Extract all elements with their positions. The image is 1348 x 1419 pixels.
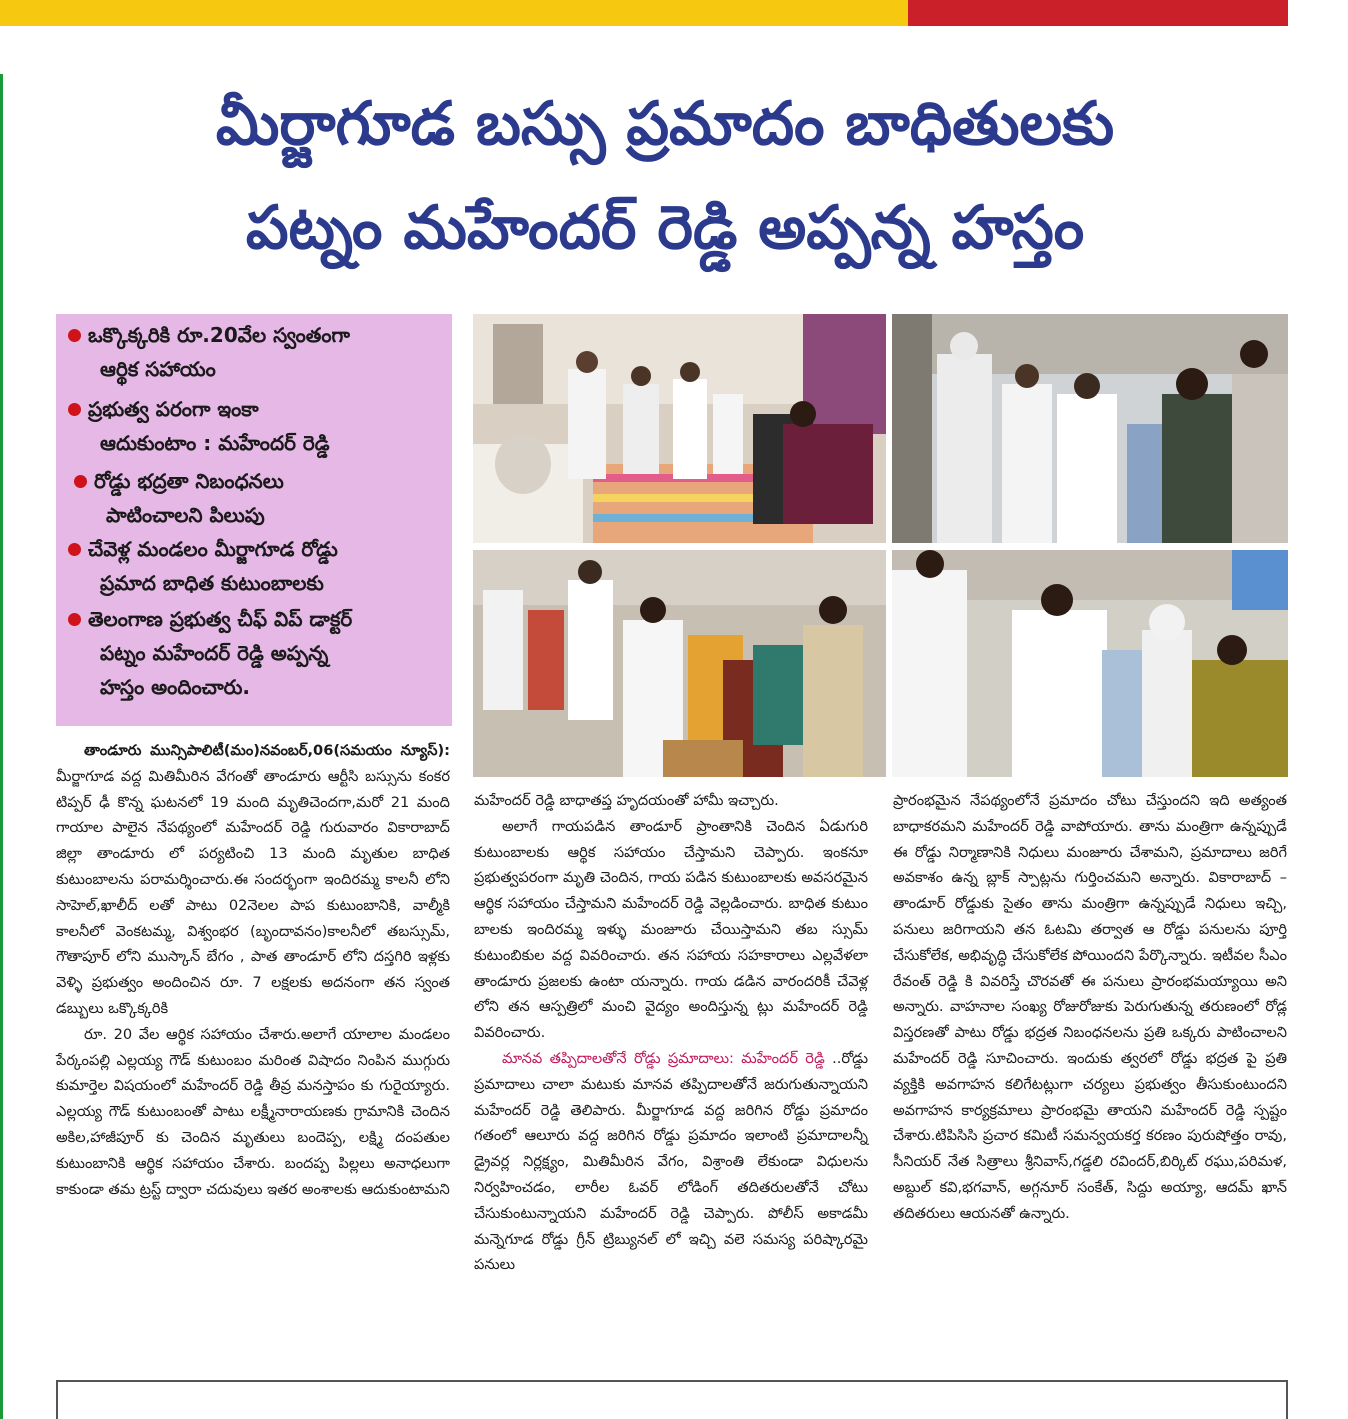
highlight-line: చేవెళ్ల మండలం మీర్జాగూడ రోడ్డు [88,537,338,561]
article-paragraph: అలాగే గాయపడిన తాండూర్ ప్రాంతానికి చెందిన ఏడుగురి కుటుంబాలకు ఆర్థిక సహాయం చేస్తామని చెప్పారు. ఇంకనూ ప్రభుత్వపరంగా మృతి చెందిన, గాయ పడిన కుటుంబాలకు అవసరమైన ఆర్థిక సహాయం చేస్తామని మహేందర్ రెడ్డి వెల్లడించారు. బాధిత కుటుం బాలకు ఇందిరమ్మ ఇళ్ళు మంజూరు చేయిస్తామని తబ స్సుమ్ కుటుంబికుల వద్ద వివరించారు. తన సహాయ సహకారాలు ఎల్లవేళలా తాండూరు ప్రజలకు ఉంటా యన్నారు. గాయ డడిన వారందరికీ చేవెళ్ల లోని తన ఆస్పత్రిలో మంచి వైద్యం అందిస్తున్న ట్లు మహేందర్ రెడ్డి వివరించారు. [474,817,868,1042]
highlight-item [68,602,448,704]
photo-handing-over-aid [892,314,1288,543]
bullet-dot-icon [68,403,81,416]
highlight-line: పట్నం మహేందర్ రెడ్డి అప్పన్న [100,641,329,665]
highlight-line: ప్రమాద బాధిత కుటుంబాలకు [100,571,324,595]
article-text: మీర్జాగూడ వద్ద మితిమీరిన వేగంతో తాండూరు ఆర్టీసి బస్సును కంకర టిప్పర్ ఢీ కొన్న ఘటనలో 19 మంది మృతిచెందగా,మరో 21 మంది గాయాల పాలైన నేపథ్యంలో మహేందర్ రెడ్డి గురువారం వికారాబాద్ జిల్లా తాండూరు లో పర్యటించి 13 మంది మృతుల బాధిత కుటుంబాలను పరామర్శించారు.ఈ సందర్భంగా ఇందిరమ్మ కాలనీ లోని సాహెల్,ఖాలీద్ లతో పాటు 02నెలల పాప కుటుంబానికి, వాల్మీకి కాలనీలో వెంకటమ్మ, విశ్వంభర (బృందావనం)కాలనీలో తబస్సుమ్, గౌతాపూర్ లోని ముస్కాన్ బేగం , పాత తాండూర్ లోని దస్తగిరి ఇళ్లకు వెళ్ళి ప్రభుత్వం అందించిన రూ. 7 లక్షలకు అదనంగా తన స్వంత డబ్బులు ఒక్కొక్కరికి [56,767,450,1017]
article-column-3 [893,788,1287,1227]
highlight-line: తెలంగాణ ప్రభుత్వ చీఫ్ విప్ డాక్టర్ [88,607,353,631]
highlight-line: ప్రభుత్వ పరంగా ఇంకా [88,397,259,421]
page-edge-rule [0,74,3,1419]
article-subheading: మానవ తప్పిదాలతోనే రోడ్డు ప్రమాదాలు: మహేందర్ రెడ్డి [502,1049,825,1067]
article-paragraph: రూ. 20 వేల ఆర్థిక సహాయం చేశారు.అలాగే యాలాల మండలం పేర్కంపల్లి ఎల్లయ్య గౌడ్ కుటుంబం మరింత విషాదం నింపిన ముగ్గురు కుమార్తెల విషయంలో మహేందర్ రెడ్డి తీవ్ర మనస్తాపం కు గురైయ్యారు. ఎల్లయ్య గౌడ్ కుటుంబంతో పాటు లక్ష్మీనారాయణకు గ్రామానికి చెందిన అకిల,హాజీపూర్ కు చెందిన మృతులు బందెప్ప, లక్ష్మి దంపతుల కుటుంబానికి ఆర్థిక సహాయం చేశారు. బందప్ప పిల్లలు అనాధలుగా కాకుండా తమ ట్రస్ట్ ద్వారా చదువులు ఇతర అంశాలకు ఆదుకుంటామని [56,1025,450,1198]
article-dateline: తాండూరు మున్సిపాలిటీ(మం)నవంబర్,06(సమయం న్యూస్): [84,742,450,759]
bullet-dot-icon [68,329,81,342]
headline-line-1: మీర్జాగూడ బస్సు ప్రమాదం బాధితులకు [215,89,1115,159]
highlight-line: పాటించాలని పిలుపు [106,503,265,527]
bullet-dot-icon [68,613,81,626]
headline-line-2: పట్నం మహేందర్ రెడ్డి అప్పన్న హస్తం [245,193,1085,263]
article-paragraph: మహేందర్ రెడ్డి బాధాతప్త హృదయంతో హామీ ఇచ్చారు. [474,792,779,809]
article-paragraph: ప్రారంభమైన నేపథ్యంలోనే ప్రమాదం చోటు చేస్తుందని ఇది అత్యంత బాధాకరమని మహేందర్ రెడ్డి వాపోయారు. తాను మంత్రిగా ఉన్నప్పుడే ఈ రోడ్డు నిర్మాణానికి నిధులు మంజూరు చేశామని, ప్రమాదాలు జరిగే అవకాశం ఉన్న బ్లాక్ స్పాట్లను గుర్తించమని అన్నారు. వికారాబాద్ – తాండూర్ రోడ్డుకు సైతం తాను మంత్రిగా ఉన్నప్పుడే నిధులు ఇచ్చి, పనులు జరిగాయని తన ఓటమి తర్వాత ఆ రోడ్డు పనులను పూర్తి చేసుకోలేక, అభివృద్ధి చేసుకోలేక పోయిందని పేర్కొన్నారు. ఇటీవల సీఎం రేవంత్ రెడ్డి కి వివరిస్తే చొరవతో ఈ పనులు ప్రారంభమయ్యాయి అని అన్నారు. వాహనాల సంఖ్య రోజురోజుకు పెరుగుతున్న తరుణంలో రోడ్ల విస్తరణతో పాటు రోడ్డు భద్రత నిబంధనలను ప్రతి ఒక్కరు పాటించాలని మహేందర్ రెడ్డి సూచించారు. ఇందుకు త్వరలో రోడ్డు భద్రత పై ప్రతి వ్యక్తికి అవగాహన కలిగేటట్లుగా చర్యలు ప్రభుత్వం తీసుకుంటుందని అవగాహన కార్యక్రమాలు ప్రారంభమై తాయని మహేందర్ రెడ్డి స్పష్టం చేశారు.టిపిసిసి ప్రచార కమిటీ సమన్వయకర్త కరణం పురుషోత్తం రావు, సీనియర్ నేత సిత్రాలు శ్రీనివాస్,గడ్డలి రవిందర్,బిర్కిట్ రఘు,పరిమళ, అబ్దుల్ కవి,భగవాన్, అగ్గనూర్ సంకేత్, సిద్దు అయ్యా, ఆదమ్ ఖాన్ తదితరులు ఆయనతో ఉన్నారు. [893,792,1287,1222]
article-paragraph [474,1046,868,1278]
photo-gathering-room [473,314,886,543]
article-column-2 [474,788,868,1278]
photo-consoling-victim [892,550,1288,777]
highlight-line: ఆదుకుంటాం : మహేందర్ రెడ్డి [100,431,330,455]
highlight-item [68,532,448,600]
highlight-line: ఆర్థిక సహాయం [100,357,216,381]
highlights-box [56,314,452,726]
masthead-band-red [908,0,1288,26]
highlight-line: ఒక్కొక్కరికి రూ.20వేల స్వంతంగా [88,323,350,347]
highlight-item [74,464,454,532]
article-paragraph [56,738,450,1022]
highlight-item [68,318,448,386]
photo-meeting-family [473,550,886,777]
highlight-item [68,392,448,460]
highlight-line: రోడ్డు భద్రతా నిబంధనలు [94,469,284,493]
next-article-box-cropped [56,1380,1288,1419]
bullet-dot-icon [74,475,87,488]
article-text: ..రోడ్డు ప్రమాదాలు చాలా మటుకు మానవ తప్పిదాలతోనే జరుగుతున్నాయని మహేందర్ రెడ్డి తెలిపారు. మీర్జాగూడ వద్ద జరిగిన రోడ్డు ప్రమాదం గతంలో ఆలూరు వద్ద జరిగిన రోడ్డు ప్రమాదం ఇలాంటి ప్రమాదాలన్నీ డ్రైవర్ల నిర్లక్ష్యం, మితిమీరిన వేగం, విశ్రాంతి లేకుండా విధులను నిర్వహించడం, లారీల ఓవర్ లోడింగ్ తదితరులతోనే చోటు చేసుకుంటున్నాయని మహేందర్ రెడ్డి చెప్పారు. పోలీస్ అకాడమీ మన్నెగూడ రోడ్డు గ్రీన్ ట్రిబ్యునల్ లో ఇచ్చి వలె సమస్య పరిష్కారమై పనులు [474,1049,868,1274]
article-column-1 [56,738,450,1202]
masthead-band-yellow [0,0,908,26]
highlight-line: హస్తం అందించారు. [100,675,251,699]
bullet-dot-icon [68,543,81,556]
